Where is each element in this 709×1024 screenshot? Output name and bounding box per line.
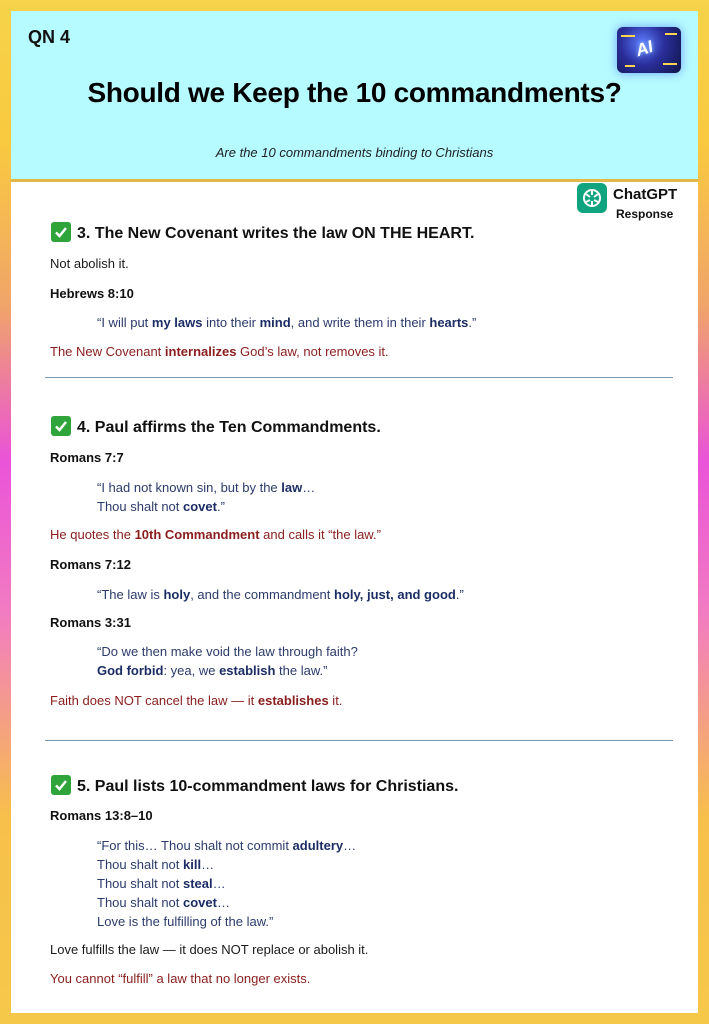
section-4-heading: 4. Paul affirms the Ten Commandments. xyxy=(51,416,381,437)
source-name: ChatGPT xyxy=(613,186,678,203)
section-4-quote-3b: God forbid: yea, we establish the law.” xyxy=(97,663,328,678)
section-3-quote: “I will put my laws into their mind, and write them in their hearts.” xyxy=(97,315,477,330)
section-5-ref: Romans 13:8–10 xyxy=(50,808,153,823)
source-sub: Response xyxy=(616,207,674,221)
section-5-heading: 5. Paul lists 10-commandment laws for Christians. xyxy=(51,775,458,796)
section-5-text: Love fulfills the law — it does NOT replace or abolish it. xyxy=(50,942,369,957)
page xyxy=(11,11,698,1013)
section-5-line-1: “For this… Thou shalt not commit adultery… xyxy=(97,838,357,853)
section-4-ref-2: Romans 7:12 xyxy=(50,557,131,572)
section-4-note-1: He quotes the 10th Commandment and calls it “the law.” xyxy=(50,527,381,542)
section-4-quote-2: “The law is holy, and the commandment holy, just, and good.” xyxy=(97,587,464,602)
section-4-quote-1a: “I had not known sin, but by the law… xyxy=(97,480,316,495)
section-5-line-2: Thou shalt not kill… xyxy=(97,857,215,872)
section-4-ref-3: Romans 3:31 xyxy=(50,615,131,630)
question-number: QN 4 xyxy=(28,27,71,47)
section-5-line-4: Thou shalt not covet… xyxy=(97,895,230,910)
page-subtitle: Are the 10 commandments binding to Christians xyxy=(215,145,494,160)
section-3-heading: 3. The New Covenant writes the law ON THE HEART. xyxy=(51,222,474,243)
check-icon xyxy=(51,416,71,436)
ai-badge-text: AI xyxy=(633,36,656,61)
check-icon xyxy=(51,222,71,242)
section-4-quote-3a: “Do we then make void the law through faith? xyxy=(97,644,358,659)
page-title: Should we Keep the 10 commandments? xyxy=(87,77,622,108)
header-banner xyxy=(11,11,698,182)
section-4-quote-1b: Thou shalt not covet.” xyxy=(97,499,225,514)
divider xyxy=(45,740,673,741)
section-5-line-5: Love is the fulfilling of the law.” xyxy=(97,914,274,929)
section-3-ref: Hebrews 8:10 xyxy=(50,286,134,301)
section-4-note-3: Faith does NOT cancel the law — it establishes it. xyxy=(50,693,343,708)
section-3-note: The New Covenant internalizes God’s law, not removes it. xyxy=(50,344,389,359)
check-icon xyxy=(51,775,71,795)
section-5-note: You cannot “fulfill” a law that no longer exists. xyxy=(50,971,311,986)
section-4-ref-1: Romans 7:7 xyxy=(50,450,124,465)
section-5-line-3: Thou shalt not steal… xyxy=(97,876,226,891)
ai-chip-icon xyxy=(617,27,681,73)
divider xyxy=(45,377,673,378)
section-3-intro: Not abolish it. xyxy=(50,256,129,271)
chatgpt-logo-icon xyxy=(577,183,607,213)
